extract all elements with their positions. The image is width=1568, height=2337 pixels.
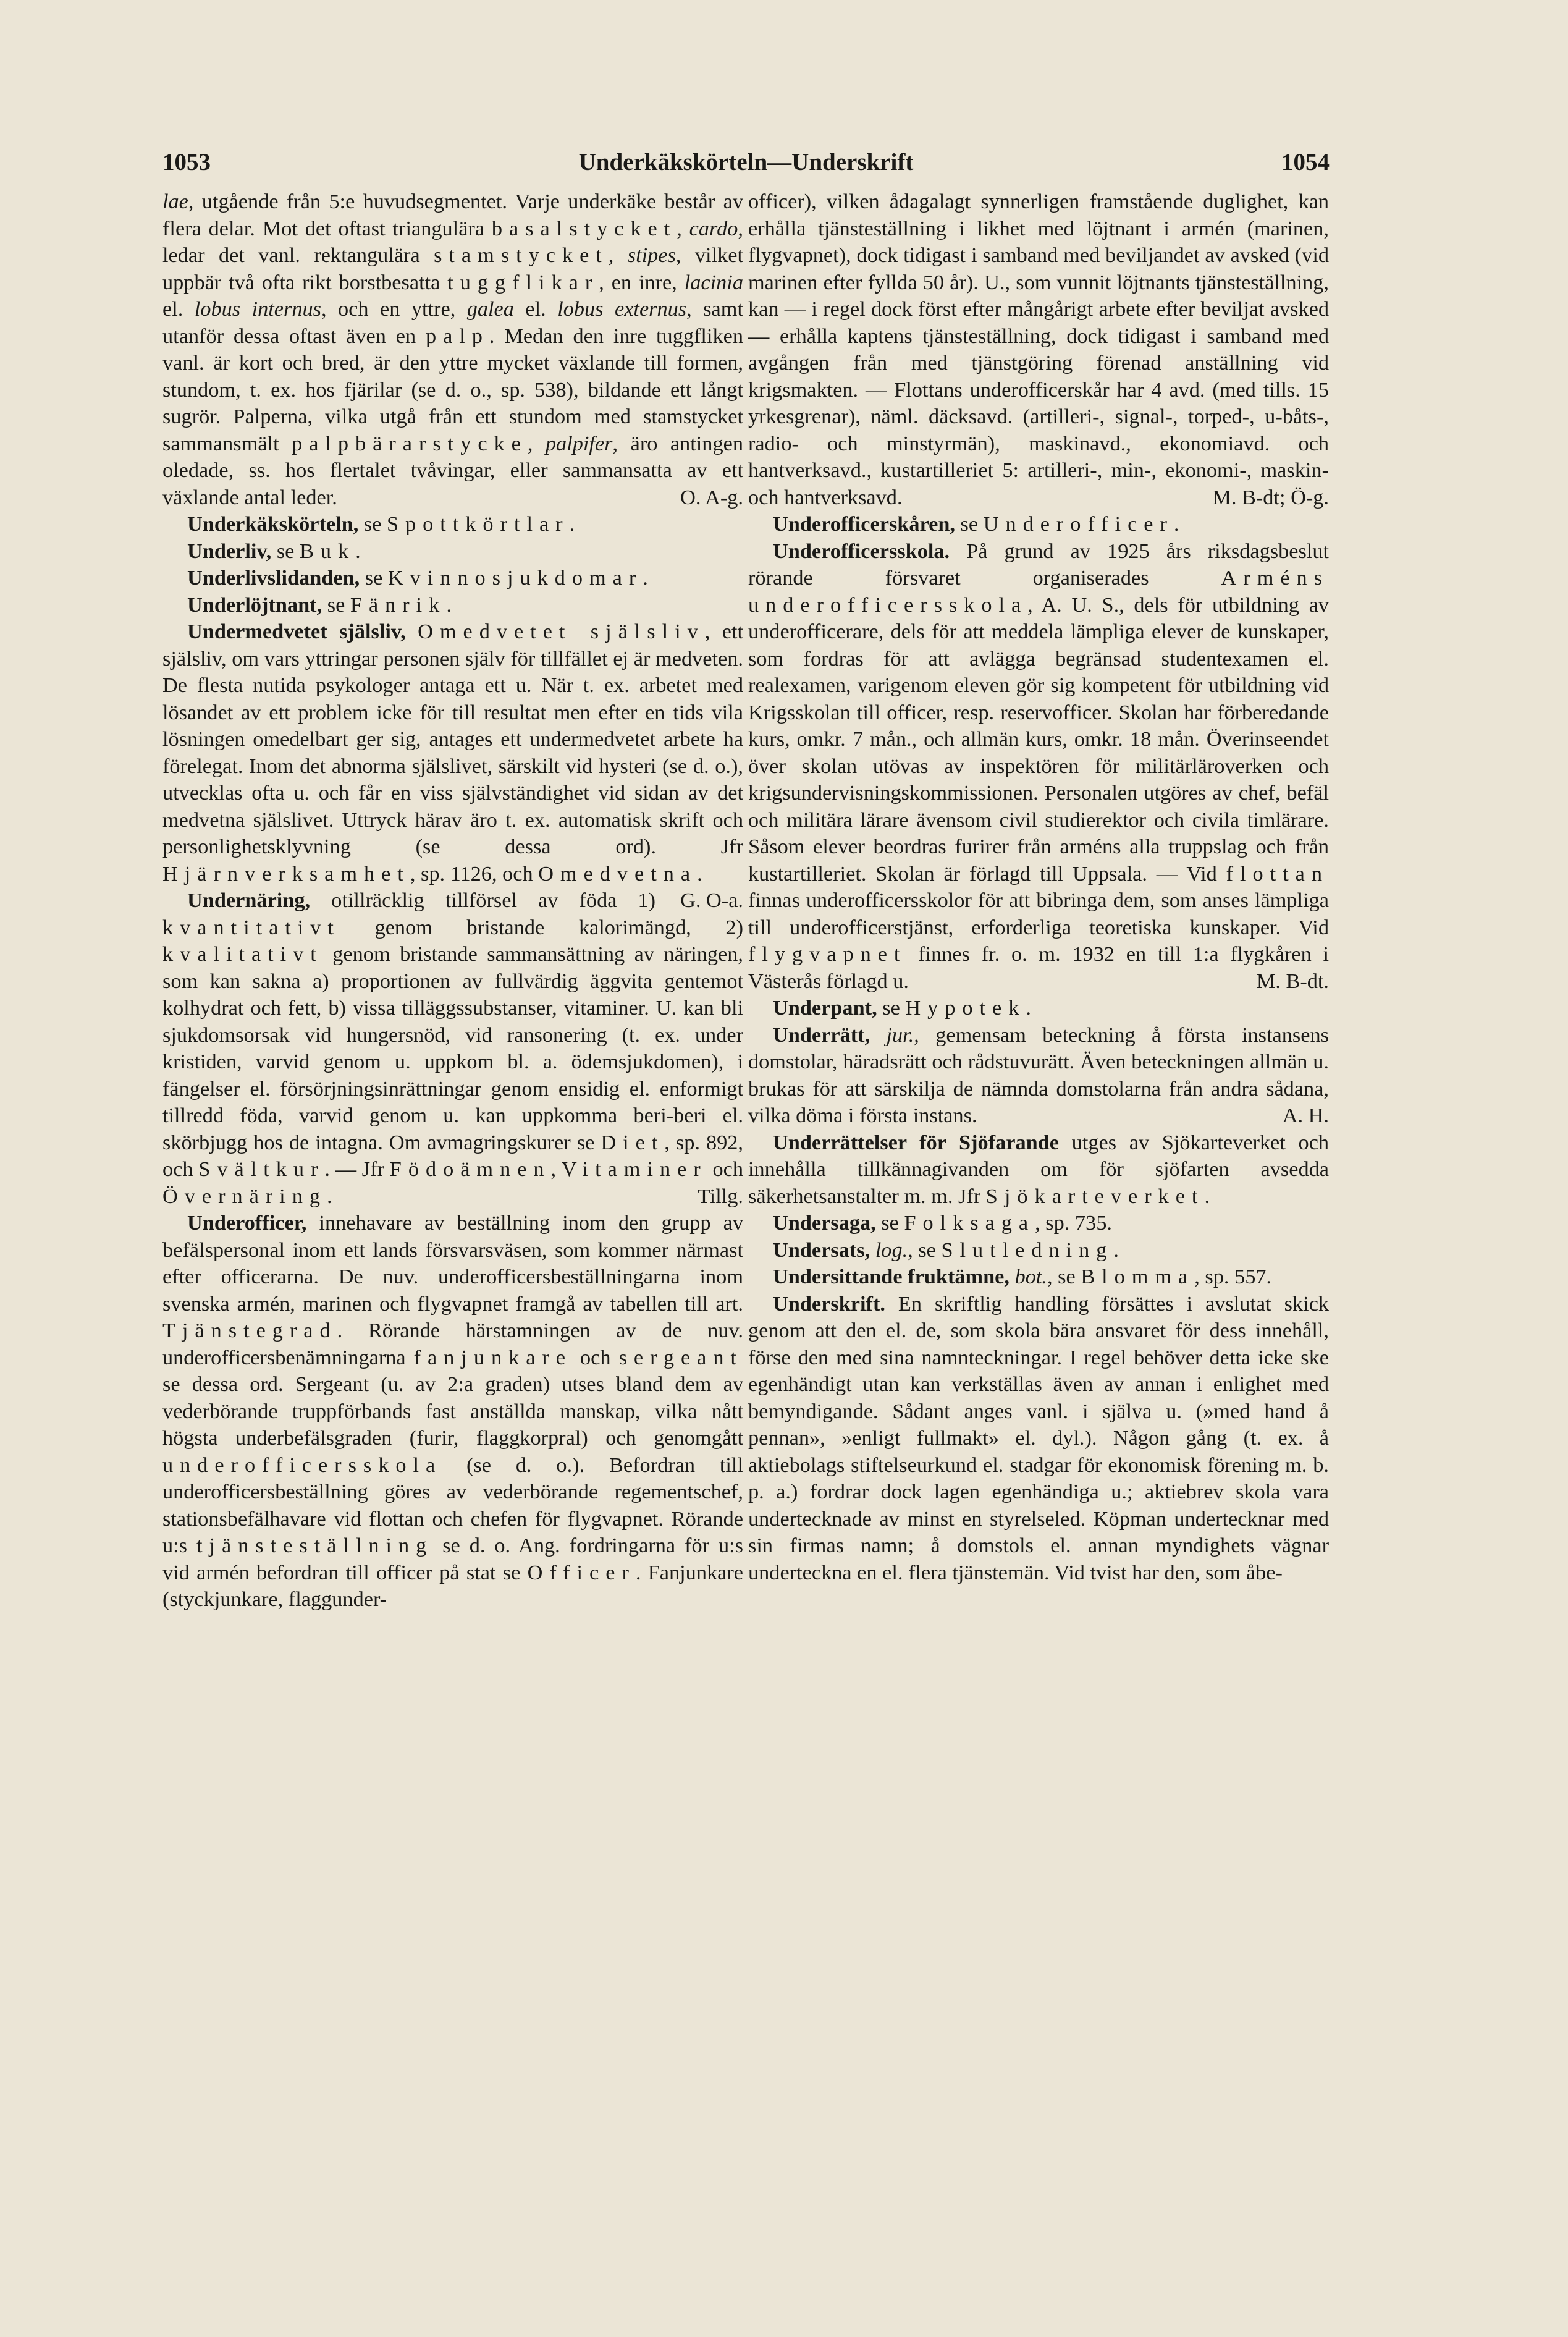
entry-underofficerskaren — [748, 511, 1329, 538]
entry-text: , utgående från 5:e huvudsegmentet. Varje underkäke består av flera delar. Mot det oftast triangulära — [162, 190, 743, 240]
entry-undernaring — [162, 887, 743, 1210]
headword: Underkäkskörteln, — [187, 512, 359, 536]
entry-text: se — [271, 539, 300, 563]
entry-text: , samt utanför dessa oftast även en — [162, 297, 743, 348]
entry-text: , ett själsliv, om vars yttringar personen själv för tillfället ej är medveten. De flesta nutida psykologer antaga ett u. När t. ex. arbetet med lösandet av ett problem icke för till resultat men efter en tids vila lösningen omedelbart ger sig, antages ett undermedvetet arbete ha förelegat. Inom det abnorma själslivet, särskilt vid hysteri (se d. o.), utvecklas ofta u. och får en viss självständighet vid sidan av det medvetna själslivet. Uttryck härav äro t. ex. automatisk skrift och personlighetsklyvning (se dessa ord). Jfr — [162, 620, 743, 858]
entry-text: , äro antingen oledade, ss. hos flertalet tvåvingar, eller sammansatta av ett växlande antal leder. — [162, 431, 743, 509]
term-spaced: fanjunkare — [413, 1345, 573, 1369]
entry-text: . — [355, 539, 361, 563]
entry-underofficer — [162, 1210, 743, 1613]
entry-text: och — [572, 1345, 619, 1369]
entry-text: , gemensam beteckning å första instansens domstolar, häradsrätt och rådstuvurätt. Även beteckningen allmän u. brukas för att särskilja de nämnda domstolarna från andra sådana, vilka döma i första instans. — [748, 1023, 1329, 1127]
left-column — [162, 188, 743, 1613]
entry-undersittande-fruktamne — [748, 1264, 1329, 1291]
cross-reference[interactable]: Vitaminer — [561, 1157, 707, 1181]
headword: Underrättelser för Sjöfarande — [773, 1130, 1059, 1154]
entry-text: . — [446, 593, 452, 617]
entry-text: . — [1113, 1238, 1119, 1262]
entry-text: , sp. 892, och — [162, 1130, 744, 1181]
entry-underlojtnant — [162, 592, 743, 619]
entry-text — [870, 1238, 875, 1262]
entry-text: . — [643, 566, 648, 590]
cross-reference[interactable]: Hypotek — [905, 996, 1026, 1020]
headword: Underskrift. — [773, 1291, 885, 1316]
entry-text: . Fanjunkare (styckjunkare, flaggunder- — [162, 1560, 743, 1611]
term-spaced: palp — [425, 324, 489, 348]
cross-reference[interactable]: Blomma — [1081, 1265, 1195, 1288]
headword: Undersats, — [773, 1238, 870, 1262]
entry-underlivslidanden — [162, 565, 743, 592]
entry-text: . — [697, 861, 702, 885]
entry-text: . — [1204, 1184, 1210, 1208]
entry-text: se — [322, 593, 350, 617]
entry-text — [406, 620, 418, 643]
headword: Underofficer, — [187, 1211, 307, 1235]
entry-underskrift — [748, 1291, 1329, 1587]
entry-text: se — [360, 566, 388, 590]
page-header — [162, 148, 1330, 185]
entry-underkake-continued — [162, 188, 743, 511]
entry-text: el. — [513, 297, 558, 321]
entry-text — [1010, 1265, 1015, 1288]
cross-reference[interactable]: Omedvetna — [538, 861, 698, 885]
cross-reference[interactable]: Fänrik — [350, 593, 447, 617]
entry-text: . — [326, 1184, 332, 1208]
cross-reference[interactable]: Sjökarteverket — [985, 1184, 1205, 1208]
entry-text: , ledar det vanl. rektangulära — [162, 216, 743, 267]
author-signature: M. B-dt. — [1256, 969, 1329, 993]
entry-text: , sp. 1126, och — [410, 861, 539, 885]
entry-text: finnas underofficersskolor för att bibringa dem, som anses lämpliga till underofficerstjänst, erforderliga teoretiska kunskaper. Vid — [748, 889, 1329, 939]
cross-reference[interactable]: underofficersskola — [162, 1453, 442, 1477]
cross-reference[interactable]: Diet — [601, 1130, 665, 1154]
cross-reference[interactable]: Övernäring — [162, 1184, 327, 1208]
entry-text: . — [1173, 512, 1179, 536]
cross-reference[interactable]: Underofficer — [983, 512, 1174, 536]
headword: Undernäring, — [187, 889, 311, 912]
entry-text: officer), vilken ådagalagt synnerligen framstående duglighet, kan erhålla tjänsteställning i likhet med löjtnant i armén (marinen, flygvapnet), dock tidigast i samband med beviljandet av avsked (vid marinen efter fyllda 50 år). U., som vunnit löjtnants tjänsteställning, kan — i regel dock först efter mångårigt arbete efter beviljat avsked — erhålla kaptens tjänsteställning, dock tidigast i samband med avgången från med tjänstgöring förenad anställning vid krigsmakten. — Flottans underofficerskår har 4 avd. (med tills. 15 yrkesgrenar), näml. däcksavd. (artilleri-, signal-, torped-, u-båts-, radio- och minstyrmän), maskinavd., ekonomiavd. och hantverksavd., kustartilleriet 5: artilleri-, min-, ekonomi-, maskin- och hantverksavd. — [748, 190, 1329, 509]
entry-text: otillräcklig tillförsel av föda 1) — [310, 889, 656, 912]
subject-label: bot. — [1014, 1265, 1047, 1288]
entry-undersats — [748, 1237, 1329, 1264]
entry-text: innehavare av beställning inom den grupp av befälspersonal inom ett lands försvarsväsen, som kommer närmast efter officerarna. De nuv. underofficersbeställningarna inom svenska armén, marinen och flygvapnet framgå av tabellen till art. — [162, 1211, 743, 1316]
headword: Underpant, — [773, 996, 877, 1020]
page-number-left: 1053 — [162, 149, 211, 175]
entry-underliv — [162, 538, 743, 565]
entry-text: , — [608, 243, 628, 267]
cross-reference[interactable]: Hjärnverksamhet — [162, 861, 410, 885]
entry-text: el. — [162, 297, 195, 321]
entry-text: se — [877, 996, 906, 1020]
term-spaced: flottan — [1226, 861, 1329, 885]
headword: Undersittande fruktämne, — [773, 1265, 1010, 1288]
cross-reference[interactable]: Tjänstegrad — [162, 1319, 337, 1342]
page-number-right: 1054 — [1281, 149, 1330, 175]
entry-text — [870, 1023, 886, 1047]
entry-text: , — [550, 1157, 562, 1181]
entry-underrattelser-for-sjofarande — [748, 1130, 1329, 1211]
entry-text: , se — [908, 1238, 942, 1262]
entry-underkakskorteln — [162, 511, 743, 538]
entry-text: , A. U. S., dels för utbildning av underofficerare, dels för att meddela lämpliga elever de kunskaper, som fordras för att avlägga begränsad studentexamen el. realexamen, varigenom eleven gör sig kompetent för utbildning vid Krigsskolan till officer, resp. reservofficer. Skolan har förberedande kurs, omkr. 7 mån., och allmän kurs, omkr. 18 mån. Överinseendet över skolan utövas av inspektören för militärläroverken och krigsundervisningskommissionen. Personalen utgöres av chef, befäl och militära lärare ävensom civil studierektor och civila timlärare. Såsom elever beordras furirer från arméns alla truppslag och från kustartilleriet. Skolan är förlagd till Uppsala. — Vid — [748, 593, 1329, 885]
headword: Underlöjtnant, — [187, 593, 322, 617]
subject-label: log. — [875, 1238, 908, 1262]
headword: Undersaga, — [773, 1211, 876, 1235]
term-spaced: stamstycket — [434, 243, 609, 267]
author-signature: G. O-a. — [680, 889, 743, 912]
term-spaced: kvantitativt — [162, 915, 340, 939]
term-spaced: Arméns underofficersskola — [748, 566, 1329, 617]
headword: Underrätt, — [773, 1023, 870, 1047]
entry-text: , sp. 557. — [1194, 1265, 1272, 1288]
entry-text: . Rörande härstamningen av de nuv. underofficersbenämningarna — [162, 1319, 743, 1369]
entry-text: utges av Sjökarteverket och innehålla tillkännagivanden om för sjöfarten avsedda säkerhetsanstalter m. m. Jfr — [748, 1130, 1329, 1208]
term-spaced: tuggflikar — [447, 270, 599, 294]
entry-text: , sp. 735. — [1035, 1211, 1112, 1235]
headword: Underlivslidanden, — [187, 566, 360, 590]
entry-text: . — Jfr — [324, 1157, 390, 1181]
cross-reference[interactable]: Folksaga — [904, 1211, 1035, 1235]
term-italic: lobus externus — [557, 297, 687, 321]
entry-underofficersskola — [748, 538, 1329, 995]
cross-reference[interactable]: Slutledning — [941, 1238, 1114, 1262]
entry-text: se — [955, 512, 984, 536]
running-head: Underkäkskörteln—Underskrift — [578, 149, 914, 175]
term-spaced: kvalitativt — [162, 942, 323, 966]
cross-reference[interactable]: Buk — [299, 539, 356, 563]
headword: Undermedvetet själsliv, — [187, 620, 406, 643]
author-signature: M. B-dt; Ö-g. — [1212, 485, 1329, 509]
cross-reference[interactable]: Svältkur — [198, 1157, 325, 1181]
term-italic: lacinia — [684, 270, 743, 294]
entry-text: se d. o. Ang. fordringarna för u:s vid armén befordran till officer på stat se — [162, 1534, 743, 1584]
entry-text: se dessa ord. Sergeant (u. av 2:a graden) utses bland dem av vederbörande truppförbands fast anställda manskap, vilka nått högsta underbefälsgraden (furir, flaggkorpral) och genomgått — [162, 1372, 743, 1450]
entry-text: se — [358, 512, 387, 536]
entry-text: , — [527, 431, 546, 455]
entry-text: . — [1026, 996, 1031, 1020]
author-signature: Tillg. — [697, 1184, 743, 1208]
headword: Underofficerskåren, — [773, 512, 955, 536]
entry-text: , — [677, 216, 689, 240]
entry-text: genom bristande sammansättning av näringen, som kan sakna a) proportionen av fullvärdig äggvita gentemot kolhydrat och fett, b) vissa tilläggssubstanser, vitaminer. U. kan bli sjukdomsorsak vid hungersnöd, vid ransonering (t. ex. under kristiden, varvid genom u. uppkom bl. a. ödemsjukdomen), i fängelser el. försörjningsinrättningar genom ensidig el. enformigt tillredd föda, varvid genom u. kan uppkomma beri-beri el. skörbjugg hos de intagna. Om avmagringskurer se — [162, 942, 743, 1154]
cross-reference[interactable]: Spottkörtlar — [387, 512, 570, 536]
cross-reference[interactable]: Kvinnosjukdomar — [387, 566, 643, 590]
author-signature: O. A-g. — [680, 485, 743, 509]
term-spaced: basalstycket — [491, 216, 677, 240]
entry-text: se — [875, 1211, 904, 1235]
entry-underofficer-continued — [748, 188, 1329, 511]
headword: Underofficersskola. — [773, 539, 950, 563]
entry-underratt — [748, 1022, 1329, 1130]
entry-text: På grund av 1925 års riksdagsbeslut rörande försvaret organiserades — [748, 539, 1329, 590]
term-italic: lae — [162, 190, 188, 213]
cross-reference[interactable]: tjänsteställning — [196, 1534, 434, 1557]
term-italic: stipes — [627, 243, 676, 267]
entry-text: , vilket uppbär två ofta rikt borstbesatta — [162, 243, 743, 294]
entry-underpant — [748, 995, 1329, 1022]
entry-text: , och en yttre, — [321, 297, 467, 321]
author-signature: A. H. — [1282, 1104, 1329, 1127]
headword: Underliv, — [187, 539, 272, 563]
cross-reference[interactable]: Officer — [527, 1560, 636, 1584]
cross-reference[interactable]: Födoämnen — [389, 1157, 551, 1181]
term-italic: palpifer — [545, 431, 613, 455]
entry-text: finnes fr. o. m. 1932 en till 1:a flygkåren i Västerås förlagd u. — [748, 942, 1329, 993]
term-spaced: Omedvetet själsliv — [418, 620, 705, 643]
entry-text: . Medan den inre tuggfliken vanl. är kort och bred, är den yttre mycket växlande till formen, stundom, t. ex. hos fjärilar (se d. o., sp. 538), bildande ett långt sugrör. Palperna, vilka utgå från ett stundom med stamstycket sammansmält — [162, 324, 744, 455]
term-spaced: sergeant — [618, 1345, 744, 1369]
term-spaced: flygvapnet — [748, 942, 907, 966]
entry-text: (se d. o.). Befordran till underofficersbeställning göres av vederbörande regementschef, stationsbefälhavare vid flottan och chefen för flygvapnet. Rörande u:s — [162, 1453, 743, 1557]
term-italic: galea — [466, 297, 514, 321]
term-italic: cardo — [689, 216, 738, 240]
term-spaced: palpbärarstycke — [292, 431, 528, 455]
term-italic: lobus internus — [194, 297, 321, 321]
subject-label: jur. — [886, 1023, 914, 1047]
entry-text: genom bristande kalorimängd, 2) — [340, 915, 743, 939]
entry-text: En skriftlig handling försättes i avslutat skick genom att den el. de, som skola bära ansvaret för dess innehåll, förse den med sina namnteckningar. I regel behöver detta icke ske egenhändigt utan kan verkställas även av annan i enlighet med bemyndigande. Sådant anges vanl. i själva u. (»med hand å pennan», »enligt fullmakt» el. dyl.). Någon gång (t. ex. å aktiebolags stiftelseurkund el. stadgar för ekonomisk förening m. b. p. a.) fordrar dock lagen egenhändiga u.; aktiebrev skola vara undertecknade av minst en styrelseled. Köpman undertecknar med sin firmas namn; å domstols el. annan myndighets vägnar underteckna en el. flera tjänstemän. Vid tvist har den, som åbe- — [748, 1291, 1329, 1584]
entry-text: , en inre, — [599, 270, 685, 294]
entry-undersaga — [748, 1210, 1329, 1237]
entry-text: , se — [1047, 1265, 1081, 1288]
entry-text: och — [707, 1157, 743, 1181]
entry-text: . — [569, 512, 575, 536]
right-column — [748, 188, 1329, 1586]
